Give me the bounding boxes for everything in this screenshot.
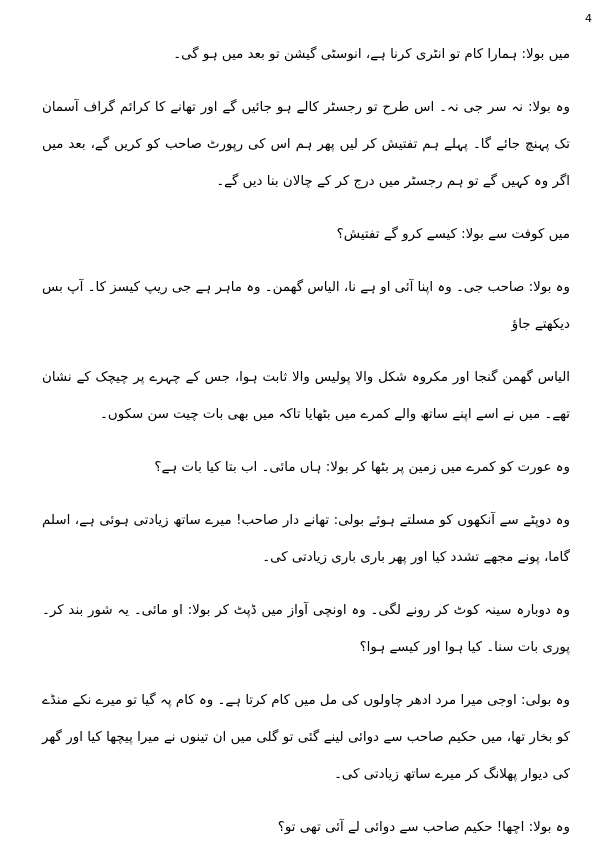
paragraph: وہ بولا: صاحب جی۔ وہ اپنا آئی او ہے نا، الیاس گھمن۔ وہ ماہر ہے جی ریپ کیسز کا۔ آپ بس دیکھتے جاؤ [42, 280, 570, 332]
paragraph: میں کوفت سے بولا: کیسے کرو گے تفتیش؟ [336, 227, 570, 242]
paragraph: وہ بولا: نہ سر جی نہ۔ اس طرح تو رجسٹر کالے ہو جائیں گے اور تھانے کا کرائم گراف آسمان تک پہنچ جائے گا۔ پہلے ہم تفتیش کر لیں پھر ہم اس کی رپورٹ صاحب کو کریں گے، بعد میں اگر وہ کہیں گے تو ہم رجسٹر میں درج کر کے چالان بنا دیں گے۔ [42, 100, 570, 189]
paragraph: وہ دوبارہ سینہ کوٹ کر رونے لگی۔ وہ اونچی آواز میں ڈپٹ کر بولا: او مائی۔ یہ شور بند کر۔ پوری بات سنا۔ کیا ہوا اور کیسے ہوا؟ [42, 603, 570, 655]
paragraph: وہ بولی: اوجی میرا مرد ادھر چاولوں کی مل میں کام کرتا ہے۔ وہ کام پہ گیا تو میرے نکے منڈے کو بخار تھا، میں حکیم صاحب سے دوائی لینے گئی تو گلی میں ان تینوں نے میرا پیچھا کیا اور گھر کی دیوار پھلانگ کر میرے ساتھ زیادتی کی۔ [42, 693, 570, 782]
page-number: 4 [585, 12, 592, 25]
paragraph: وہ عورت کو کمرے میں زمین پر بٹھا کر بولا: ہاں مائی۔ اب بتا کیا بات ہے؟ [154, 460, 570, 475]
paragraph: وہ دوپٹے سے آنکھوں کو مسلتے ہوئے بولی: تھانے دار صاحب! میرے ساتھ زیادتی ہوئی ہے، اسلم گاما، پونے مجھے تشدد کیا اور پھر باری باری زیادتی کی۔ [42, 513, 570, 565]
paragraph: میں بولا: ہمارا کام تو انٹری کرنا ہے، انوسٹی گیشن تو بعد میں ہو گی۔ [173, 47, 570, 62]
paragraph: الیاس گھمن گنجا اور مکروہ شکل والا پولیس والا ثابت ہوا، جس کے چہرے پر چیچک کے نشان تھے۔ میں نے اسے اپنے ساتھ والے کمرے میں بٹھایا تاکہ میں بھی بات چیت سن سکوں۔ [42, 370, 570, 422]
page-body [42, 36, 570, 862]
paragraph: وہ بولا: اچھا! حکیم صاحب سے دوائی لے آئی تھی تو؟ [277, 820, 570, 835]
